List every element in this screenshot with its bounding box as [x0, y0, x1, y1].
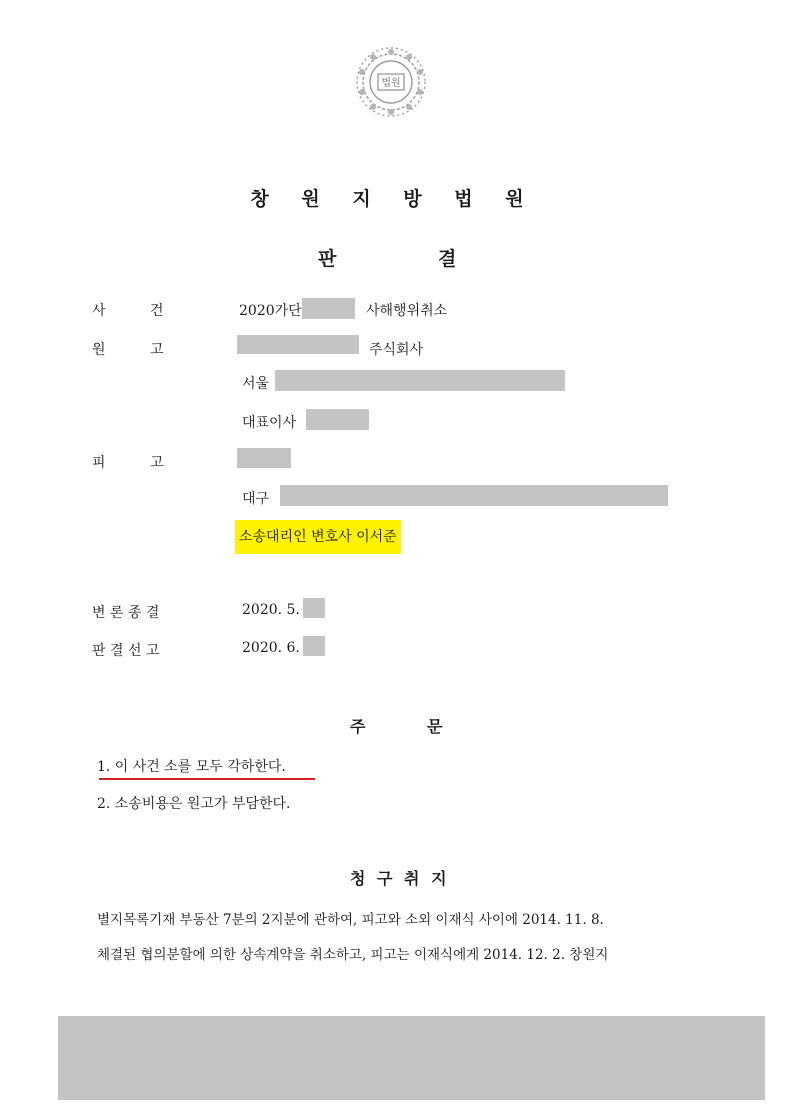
redacted-plaintiff-address: [275, 370, 565, 391]
redacted-verdict-day: [303, 636, 325, 656]
case-label: 사 건: [92, 303, 164, 319]
redacted-defendant-address: [280, 485, 668, 506]
claim-line-1: 별지목록기재 부동산 7분의 2지분에 관하여, 피고와 소외 이재식 사이에 2014. 11. 8.: [97, 912, 604, 928]
closing-date: 2020. 5.: [242, 602, 300, 618]
ruling-heading-left: 주: [350, 717, 366, 736]
court-name: 창 원 지 방 법 원: [250, 188, 537, 210]
ruling-item-2: 2. 소송비용은 원고가 부담한다.: [97, 796, 291, 812]
document-title-right: 결: [438, 248, 457, 270]
verdict-label: 판 결 선 고: [92, 643, 160, 659]
plaintiff-address-prefix: 서울: [242, 376, 270, 392]
defendant-counsel: 소송대리인 변호사 이서준: [235, 520, 401, 554]
red-underline-mark: [99, 778, 315, 780]
redacted-closing-day: [303, 598, 325, 618]
plaintiff-label: 원 고: [92, 342, 164, 358]
closing-label: 변 론 종 결: [92, 605, 160, 621]
defendant-label: 피 고: [92, 455, 164, 471]
document-title-left: 판: [318, 248, 337, 270]
plaintiff-suffix: 주식회사: [369, 342, 424, 358]
ruling-item-1: 1. 이 사건 소를 모두 각하한다.: [97, 759, 286, 775]
redacted-footer-block: [58, 1016, 765, 1100]
case-name: 사해행위취소: [366, 303, 448, 319]
redacted-plaintiff-name: [237, 335, 359, 354]
redacted-plaintiff-rep: [306, 409, 369, 430]
plaintiff-rep-prefix: 대표이사: [242, 415, 297, 431]
redacted-case-number: [302, 298, 355, 319]
verdict-date: 2020. 6.: [242, 640, 300, 656]
emblem-label: 법원: [381, 78, 401, 89]
ruling-heading-right: 문: [427, 717, 443, 736]
defendant-address-prefix: 대구: [242, 491, 270, 507]
court-emblem-icon: [353, 44, 429, 120]
claim-heading: 청 구 취 지: [350, 869, 450, 888]
claim-line-2: 체결된 협의분할에 의한 상속계약을 취소하고, 피고는 이재식에게 2014. 12. 2. 창원지: [97, 947, 609, 963]
case-number: 2020가단: [239, 303, 302, 319]
redacted-defendant-name: [237, 448, 291, 468]
